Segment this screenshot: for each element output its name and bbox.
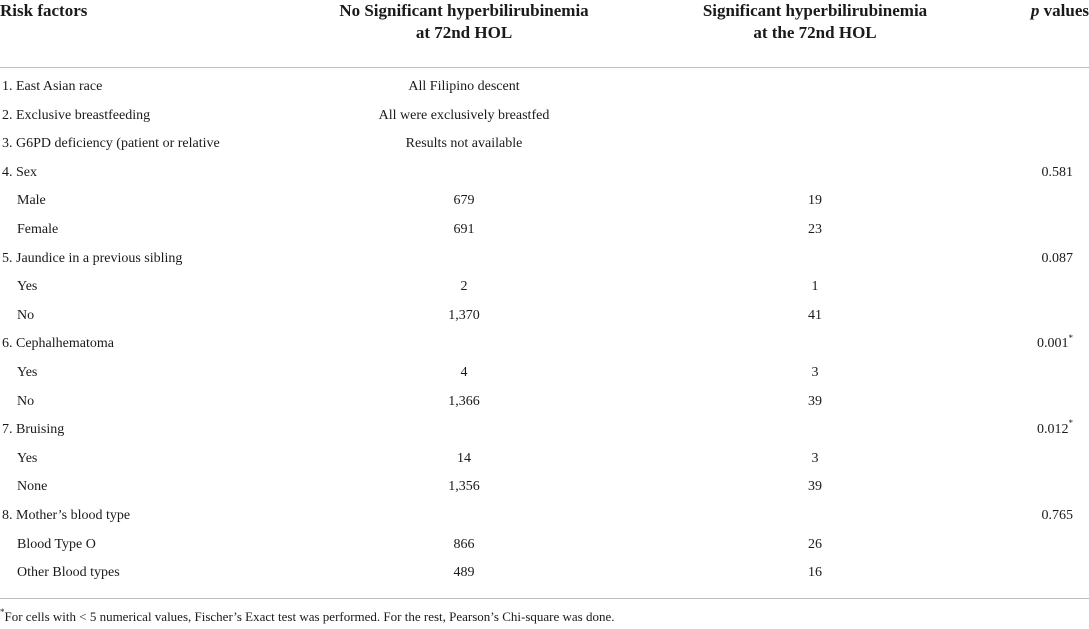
footnote (0, 608, 615, 626)
header-significant-line2: at the 72nd HOL (753, 23, 877, 42)
table-row (0, 130, 1089, 159)
header-p-letter: p (1030, 1, 1040, 20)
no-significant-value: 866 (453, 536, 475, 552)
significant-value: 3 (811, 450, 819, 466)
row-label: Yes (17, 450, 38, 466)
table-row (0, 216, 1089, 245)
header-significant (620, 0, 1010, 44)
row-label: 6. Cephalhematoma (2, 336, 114, 352)
no-significant-value: 1,370 (448, 307, 480, 323)
row-label: 7. Bruising (2, 422, 65, 438)
row-label: 3. G6PD deficiency (patient or relative (2, 136, 220, 152)
table-row (0, 559, 1089, 588)
row-label: 8. Mother’s blood type (2, 507, 131, 523)
p-value (1037, 416, 1073, 445)
table-bottom-divider (0, 598, 1089, 599)
table-row (0, 359, 1089, 388)
row-label: 1. East Asian race (2, 79, 103, 94)
row-label: 4. Sex (2, 164, 37, 180)
table-row (0, 388, 1089, 417)
significant-value: 1 (811, 279, 819, 295)
significant-value: 3 (811, 364, 819, 380)
header-significant-line1: Significant hyperbilirubinemia (702, 1, 928, 20)
table-row (0, 273, 1089, 302)
no-significant-value: 1,356 (448, 479, 480, 495)
row-label: None (17, 479, 48, 495)
row-label: Yes (17, 279, 38, 295)
no-significant-value: 679 (453, 193, 475, 209)
row-label: Other Blood types (17, 565, 120, 581)
table-body (0, 73, 1089, 588)
footnote-text: For cells with < 5 numerical values, Fischer’s Exact test was performed. For the rest, Pearson’s Chi-square was done. (4, 609, 615, 624)
no-significant-value: 2 (460, 279, 468, 295)
table-row (0, 73, 1089, 102)
no-significant-value: 1,366 (448, 393, 480, 409)
p-value (1042, 159, 1074, 188)
header-risk-factors: Risk factors (0, 1, 88, 20)
table-row (0, 159, 1089, 188)
p-value (1042, 502, 1074, 531)
p-value-number: 0.087 (1041, 250, 1073, 266)
header-p-rest: values (1039, 1, 1089, 20)
row-label: Yes (17, 364, 38, 380)
p-value-significance-marker: * (1068, 418, 1073, 429)
significant-value: 26 (808, 536, 822, 552)
no-significant-value: All were exclusively breastfed (378, 107, 550, 123)
p-value (1042, 245, 1074, 274)
p-value (1037, 330, 1073, 359)
table-row (0, 187, 1089, 216)
table-row (0, 302, 1089, 331)
row-label: No (17, 307, 35, 323)
p-value-number: 0.012 (1037, 422, 1069, 438)
row-label: No (17, 393, 35, 409)
table-row (0, 102, 1089, 131)
row-label: 5. Jaundice in a previous sibling (2, 250, 183, 266)
table-row (0, 445, 1089, 474)
row-label: Male (17, 193, 46, 209)
no-significant-value: All Filipino descent (408, 79, 520, 94)
p-value-number: 0.581 (1041, 164, 1073, 180)
p-value-number: 0.001 (1037, 336, 1069, 352)
p-value-significance-marker: * (1068, 332, 1073, 343)
table-row (0, 473, 1089, 502)
p-value-number: 0.765 (1041, 507, 1073, 523)
significant-value: 16 (808, 565, 822, 581)
no-significant-value: 489 (453, 565, 475, 581)
significant-value: 19 (808, 193, 822, 209)
no-significant-value: 4 (460, 364, 468, 380)
header-p-values (990, 0, 1089, 22)
table-row (0, 502, 1089, 531)
table-row (0, 531, 1089, 560)
significant-value: 39 (808, 393, 822, 409)
table-row (0, 416, 1089, 445)
row-label: Female (17, 221, 59, 237)
header-divider (0, 67, 1089, 68)
no-significant-value: 14 (457, 450, 471, 466)
significant-value: 39 (808, 479, 822, 495)
footnote-marker: * (0, 606, 5, 617)
significant-value: 41 (808, 307, 822, 323)
no-significant-value: Results not available (405, 136, 523, 152)
significant-value: 23 (808, 221, 822, 237)
row-label: Blood Type O (17, 536, 96, 552)
table-row (0, 330, 1089, 359)
row-label: 2. Exclusive breastfeeding (2, 107, 151, 123)
header-no-significant-line2: at 72nd HOL (415, 23, 513, 42)
header-no-significant-line1: No Significant hyperbilirubinemia (339, 1, 589, 20)
table-row (0, 245, 1089, 274)
no-significant-value: 691 (453, 221, 475, 237)
